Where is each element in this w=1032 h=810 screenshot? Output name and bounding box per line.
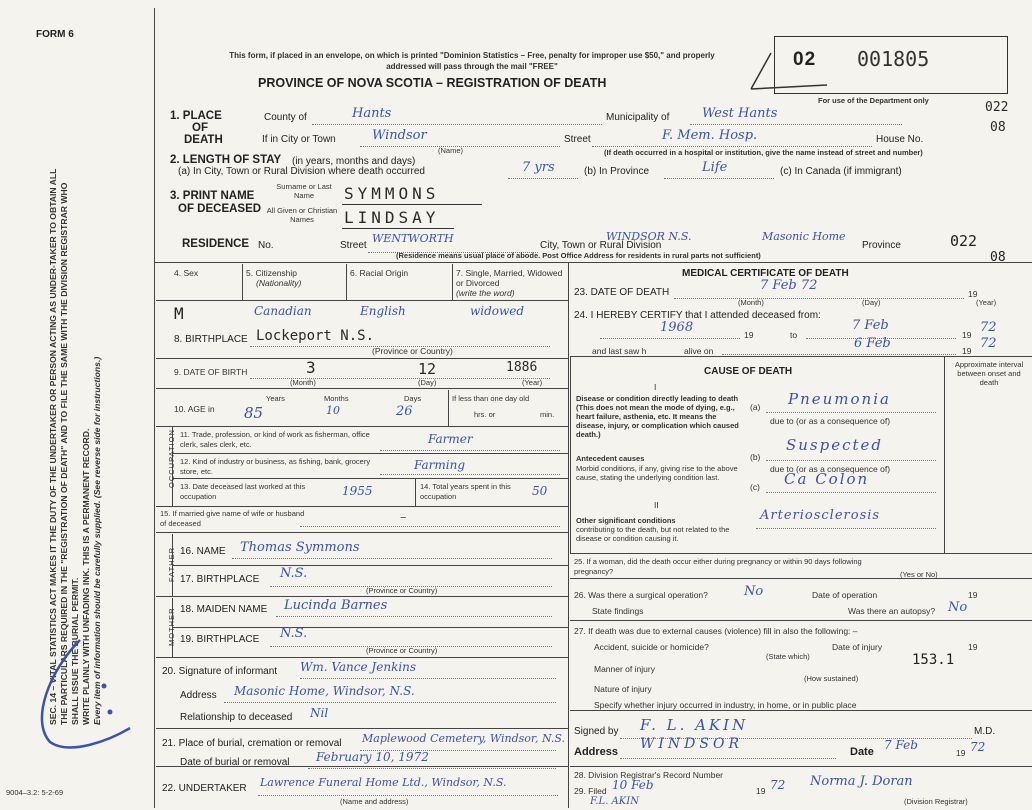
left-margin-rule [154, 8, 155, 808]
how-sustained-note: (How sustained) [804, 674, 859, 683]
alive-on-year: 72 [980, 336, 997, 351]
citizenship-label: 5. Citizenship (Nationality) [246, 268, 302, 288]
street-value: F. Mem. Hosp. [662, 128, 758, 143]
birthplace-note: (Province or Country) [372, 346, 453, 356]
col-rule [346, 264, 347, 300]
q25-pregnancy: 25. If a woman, did the death occur either during pregnancy or within 90 days following pregnancy? [574, 557, 862, 576]
sex-value: M [174, 304, 184, 323]
last-saw-label: and last saw h [592, 346, 647, 356]
informant-line [300, 678, 556, 679]
injury-stamp-value: 153.1 [912, 652, 955, 668]
dept-code-1: 022 [985, 100, 1009, 115]
sex-label: 4. Sex [174, 268, 199, 278]
residence-label: RESIDENCE [182, 238, 250, 250]
row-rule [156, 532, 568, 533]
undertaker-note: (Name and address) [340, 797, 409, 806]
from-year-prefix: 19 [744, 330, 754, 340]
residence-street-value: WENTWORTH [372, 232, 454, 245]
industry-label: 12. Kind of industry or business, as fishing, bank, grocery store, etc. [180, 457, 371, 476]
injury-year-prefix: 19 [968, 642, 978, 652]
large-L-handwritten-mark [20, 630, 140, 760]
footer-code: 9004–3.2: 5-2-69 [6, 788, 64, 797]
father-name-value: Thomas Symmons [240, 540, 360, 555]
father-birthplace-value: N.S. [280, 566, 308, 581]
alive-on-label: alive on [684, 346, 714, 356]
row-rule [156, 728, 568, 729]
name-note: (Name) [438, 146, 464, 155]
residence-province-label: Province [862, 240, 901, 251]
burial-date-label: Date of burial or removal [180, 757, 290, 768]
hospital-note: (If death occurred in a hospital or institution, give the name instead of street and number) [604, 148, 923, 157]
row-rule [156, 596, 568, 597]
dept-code-2: 08 [990, 120, 1006, 135]
attended-to-year: 72 [980, 320, 997, 335]
residence-street-label: Street [340, 240, 367, 251]
mother-side-label: MOTHER [167, 607, 176, 646]
mother-maiden-value: Lucinda Barnes [284, 598, 388, 613]
dod-year-note: (Year) [976, 298, 997, 307]
stay-a-value: 7 yrs [522, 160, 555, 175]
racial-origin-value: English [360, 304, 406, 318]
mother-birthplace-note: (Province or Country) [366, 646, 438, 655]
to-year-prefix: 19 [962, 330, 972, 340]
occupation-side-label: OCCUPATION [167, 429, 176, 488]
dob-day: 12 [418, 360, 437, 378]
city-label: If in City or Town [262, 134, 336, 145]
racial-origin-label: 6. Racial Origin [350, 268, 409, 278]
informant-label: 20. Signature of informant [162, 666, 278, 677]
row-rule [570, 710, 1032, 711]
doctor-year-prefix: 19 [956, 748, 966, 758]
father-side-label: FATHER [167, 546, 176, 582]
row-rule [172, 478, 568, 479]
to-label: to [790, 330, 798, 340]
signed-by-label: Signed by [574, 726, 619, 737]
registrar-note: (Division Registrar) [904, 797, 968, 806]
date-of-death-label: 23. DATE OF DEATH [574, 287, 670, 298]
doctor-address-value: WINDSOR [640, 736, 744, 752]
doctor-address-line [620, 758, 836, 759]
cause-box-bottom [570, 553, 1032, 554]
surname-value: SYMMONS [344, 184, 440, 203]
undertaker-label: 22. UNDERTAKER [162, 783, 247, 794]
county-line [312, 124, 602, 125]
date-of-death-value: 7 Feb 72 [760, 278, 818, 293]
residence-city-label: City, Town or Rural Division [540, 240, 662, 251]
total-years-label: 14. Total years spent in this occupation [420, 482, 511, 501]
citizenship-value: Canadian [254, 304, 312, 318]
dob-day-note: (Day) [418, 378, 437, 387]
q26-value: No [744, 584, 764, 599]
stay-a-line [508, 178, 578, 179]
col-rule [448, 390, 449, 426]
stay-c-label: (c) In Canada (if immigrant) [780, 166, 902, 177]
other-conditions-sub: contributing to the death, but not related to the disease or condition causing it. [576, 525, 730, 543]
stay-b-label: (b) In Province [584, 166, 650, 177]
part-2-label: II [654, 500, 659, 510]
middle-column-divider [568, 262, 569, 808]
col-rule [415, 478, 416, 506]
row-rule [156, 388, 568, 389]
cause-interval-divider [944, 356, 945, 553]
injury-date-label: Date of injury [832, 642, 883, 652]
accident-label: Accident, suicide or homicide? [594, 642, 709, 652]
antecedent-label: Antecedent causes [576, 454, 645, 463]
due-to-a: due to (or as a consequence of) [770, 416, 891, 426]
informant-name: Wm. Vance Jenkins [300, 660, 417, 674]
given-value: LINDSAY [344, 208, 440, 227]
due-to-b: due to (or as a consequence of) [770, 464, 891, 474]
cause-c-value: Ca Colon [784, 470, 870, 488]
q29-label: 29. Filed [574, 786, 607, 796]
autopsy-label: Was there an autopsy? [848, 606, 936, 616]
dod-month-note: (Month) [738, 298, 764, 307]
street-label: Street [564, 134, 591, 145]
col-rule [242, 264, 243, 300]
length-of-stay-label: 2. LENGTH OF STAY [170, 154, 282, 166]
cause-box-top [570, 356, 1032, 357]
medical-certificate-heading: MEDICAL CERTIFICATE OF DEATH [682, 268, 849, 279]
age-label: 10. AGE in [174, 404, 215, 414]
trade-value: Farmer [428, 432, 473, 446]
specify-label: Specify whether injury occurred in industry, in home, or in public place [594, 700, 857, 710]
residence-no-label: No. [258, 240, 274, 251]
spouse-value: – [400, 510, 407, 525]
trade-label: 11. Trade, profession, or kind of work as fisherman, office clerk, sales clerk, etc. [180, 430, 370, 449]
age-days-label: Days [404, 394, 422, 403]
row-rule [156, 358, 568, 359]
side-text-3: Every item of information should be carefully supplied. [92, 500, 102, 725]
row-rule [156, 506, 568, 507]
filed-value: 10 Feb [612, 778, 654, 792]
interval-label: Approximate interval between onset and death [954, 360, 1024, 387]
surname-label: Surname or Last Name [276, 182, 332, 200]
q26-label: 26. Was there a surgical operation? [574, 590, 708, 600]
immediate-cause-label: Disease or condition directly leading to death (This does not mean the mode of dying, e.g., heart failure, asthenia, etc. It means the disease, injury, or complication which caused death.) [576, 394, 739, 439]
county-label: County of [264, 112, 307, 123]
row-rule [570, 766, 1032, 767]
doctor-stamp: F.L. AKIN [590, 796, 639, 807]
mother-birthplace-value: N.S. [280, 626, 308, 641]
row-rule [570, 578, 1032, 579]
findings-label: State findings [592, 606, 644, 616]
registrar-signature: Norma J. Doran [810, 774, 913, 789]
filed-year-prefix: 19 [756, 786, 766, 796]
form-title: PROVINCE OF NOVA SCOTIA – REGISTRATION OF DEATH [258, 76, 607, 90]
row-rule [570, 620, 1032, 621]
dob-month: 3 [306, 358, 316, 377]
spouse-label: 15. If married give name of wife or husband of deceased [160, 509, 305, 528]
mother-maiden-label: 18. MAIDEN NAME [180, 604, 268, 615]
undertaker-value: Lawrence Funeral Home Ltd., Windsor, N.S. [260, 776, 507, 789]
cause-box-left [570, 356, 571, 553]
father-birthplace-label: 17. BIRTHPLACE [180, 574, 260, 585]
dept-code-4: 08 [990, 250, 1006, 265]
doctor-date-year: 72 [970, 740, 986, 754]
dob-year-note: (Year) [522, 378, 543, 387]
stay-b-line [664, 178, 774, 179]
md-label: M.D. [974, 726, 996, 737]
dept-code-3: 022 [950, 232, 978, 250]
residence-city-value: WINDSOR N.S. [606, 230, 692, 243]
undertaker-line [258, 795, 558, 796]
dept-use-note: For use of the Department only [818, 96, 929, 105]
dob-year: 1886 [506, 360, 538, 375]
stay-a-label: (a) In City, Town or Rural Division where death occurred [178, 166, 425, 177]
alive-on-value: 6 Feb [854, 336, 891, 351]
age-years-label: Years [266, 394, 285, 403]
burial-place-label: 21. Place of burial, cremation or removal [162, 738, 342, 749]
trade-line [380, 450, 560, 451]
length-of-stay-note: (in years, months and days) [292, 156, 416, 167]
relationship-label: Relationship to deceased [180, 712, 293, 723]
father-name-label: 16. NAME [180, 546, 226, 557]
residence-province-value: Masonic Home [762, 230, 846, 243]
deceased-name-label: 3. PRINT NAME OF DECEASED [170, 190, 262, 215]
manner-label: Manner of injury [594, 664, 655, 674]
col-rule [452, 264, 453, 300]
informant-address-label: Address [180, 690, 217, 701]
industry-value: Farming [414, 458, 466, 472]
cause-a-line [766, 412, 936, 413]
dod-day-note: (Day) [862, 298, 881, 307]
birthplace-value: Lockeport N.S. [256, 328, 375, 344]
relationship-value: Nil [310, 706, 329, 720]
nature-label: Nature of injury [594, 684, 652, 694]
antecedent-sub: Morbid conditions, if any, giving rise to the above cause, stating the underlying condition last. [576, 464, 738, 482]
autopsy-value: No [948, 600, 968, 615]
street-line [592, 146, 872, 147]
stay-b-value: Life [702, 160, 728, 175]
burial-date-line [308, 768, 556, 769]
total-years-value: 50 [532, 484, 548, 498]
alive-year-prefix: 19 [962, 346, 972, 356]
age-days-value: 26 [396, 404, 413, 419]
birthplace-label: 8. BIRTHPLACE [174, 334, 248, 345]
reg-box-slash-mark [741, 45, 831, 95]
operation-date-label: Date of operation [812, 590, 878, 600]
municipality-line [690, 124, 902, 125]
attended-from-line [600, 338, 740, 339]
spouse-line [300, 526, 560, 527]
marital-label: 7. Single, Married, Widowed or Divorced (write the word) [456, 268, 563, 298]
other-conditions-line [756, 528, 936, 529]
other-conditions-label: Other significant conditions [576, 516, 676, 525]
row-rule [172, 565, 568, 566]
father-birthplace-note: (Province or Country) [366, 586, 438, 595]
cause-c-line [766, 492, 936, 493]
cause-b-value: Suspected [786, 436, 884, 454]
dod-year-prefix: 19 [968, 289, 978, 299]
cause-a-label: (a) [750, 402, 761, 412]
cause-c-label: (c) [750, 482, 760, 492]
other-conditions-value: Arteriosclerosis [760, 508, 881, 523]
marital-value: widowed [470, 304, 525, 318]
less-than-day-label: If less than one day old [452, 394, 530, 403]
cause-of-death-heading: CAUSE OF DEATH [704, 366, 793, 377]
signed-by-value: F. L. AKIN [640, 716, 749, 734]
q27-label: 27. If death was due to external causes (violence) fill in also the following: – [574, 626, 858, 636]
cause-b-line [766, 460, 936, 461]
age-months-value: 10 [326, 404, 340, 417]
mother-birthplace-label: 19. BIRTHPLACE [180, 634, 260, 645]
mailing-notice: This form, if placed in an envelope, on which is printed "Dominion Statistics – Free, penalty for improper use $50," and properly addressed will pass through the mail "FREE" [229, 51, 715, 71]
row-rule [156, 300, 568, 301]
attended-from-value: 1968 [660, 320, 694, 335]
municipality-label: Municipality of [606, 112, 670, 123]
side-text-4: (See reverse side for instructions.) [92, 356, 102, 499]
date-of-death-line [674, 298, 964, 299]
doctor-date-label: Date [850, 746, 874, 758]
form-label: FORM 6 [36, 29, 74, 40]
last-worked-label: 13. Date deceased last worked at this occupation [180, 482, 306, 501]
row-rule [156, 426, 568, 427]
row-rule [156, 657, 568, 658]
cause-b-label: (b) [750, 452, 761, 462]
house-no-label: House No. [876, 134, 924, 145]
dob-label: 9. DATE OF BIRTH [174, 367, 248, 377]
mother-maiden-line [276, 616, 552, 617]
city-value: Windsor [372, 128, 427, 143]
op-year-prefix: 19 [968, 590, 978, 600]
q25-note: (Yes or No) [900, 570, 938, 579]
state-which-note: (State which) [766, 652, 810, 661]
q28-label: 28. Division Registrar's Record Number [574, 770, 724, 780]
certify-label: 24. I HEREBY CERTIFY that I attended deceased from: [574, 310, 821, 321]
dob-month-note: (Month) [290, 378, 316, 387]
side-text-1: SEC. 14 – VITAL STATISTICS ACT MAKES IT THE DUTY OF THE UNDERTAKER OR PERSON ACTING AS UNDER-TAKER TO OBTAIN ALL THE PARTICULARS REQUIRED IN THE "REGISTRATION OF DEATH" AND TO FILE THE SAME WITH THE DIVISION REGISTRAR WHO SHALL ISSUE THE BURIAL PERMIT. [48, 168, 80, 725]
reg-number: 001805 [857, 47, 930, 71]
row-rule [172, 453, 568, 454]
municipality-value: West Hants [702, 106, 778, 121]
burial-place-value: Maplewood Cemetery, Windsor, N.S. [362, 732, 566, 745]
doctor-date-value: 7 Feb [884, 738, 918, 752]
father-name-line [232, 558, 552, 559]
given-box [342, 206, 454, 229]
alive-on-line [722, 354, 956, 355]
surname-box [342, 182, 482, 205]
place-of-death-label: 1. PLACE OF DEATH [170, 110, 223, 146]
burial-date-value: February 10, 1972 [316, 750, 429, 764]
given-name-label: All Given or Christian Names [266, 206, 338, 224]
last-worked-value: 1955 [342, 484, 373, 498]
residence-note: (Residence means usual place of abode. Post Office Address for residents in rural parts not sufficient) [396, 251, 761, 260]
filed-year: 72 [770, 778, 786, 792]
attended-to-value: 7 Feb [852, 318, 889, 333]
informant-address-line [224, 702, 556, 703]
reg-prefix: 02 [793, 49, 817, 70]
min-label: min. [540, 410, 555, 419]
doctor-address-label: Address [574, 746, 619, 758]
county-value: Hants [352, 106, 392, 121]
hrs-label: hrs. or [474, 410, 496, 419]
part-1-label: I [654, 382, 657, 392]
registration-number-box [774, 36, 1008, 94]
row-rule [172, 627, 568, 628]
cause-a-value: Pneumonia [788, 390, 891, 408]
industry-line [380, 474, 560, 475]
age-years-value: 85 [244, 404, 264, 422]
side-text-2: WRITE PLAINLY WITH UNFADING INK. THIS IS A PERMANENT RECORD. [81, 428, 91, 725]
rule-after-residence [154, 262, 1032, 263]
informant-address: Masonic Home, Windsor, N.S. [234, 684, 415, 698]
age-months-label: Months [324, 394, 349, 403]
